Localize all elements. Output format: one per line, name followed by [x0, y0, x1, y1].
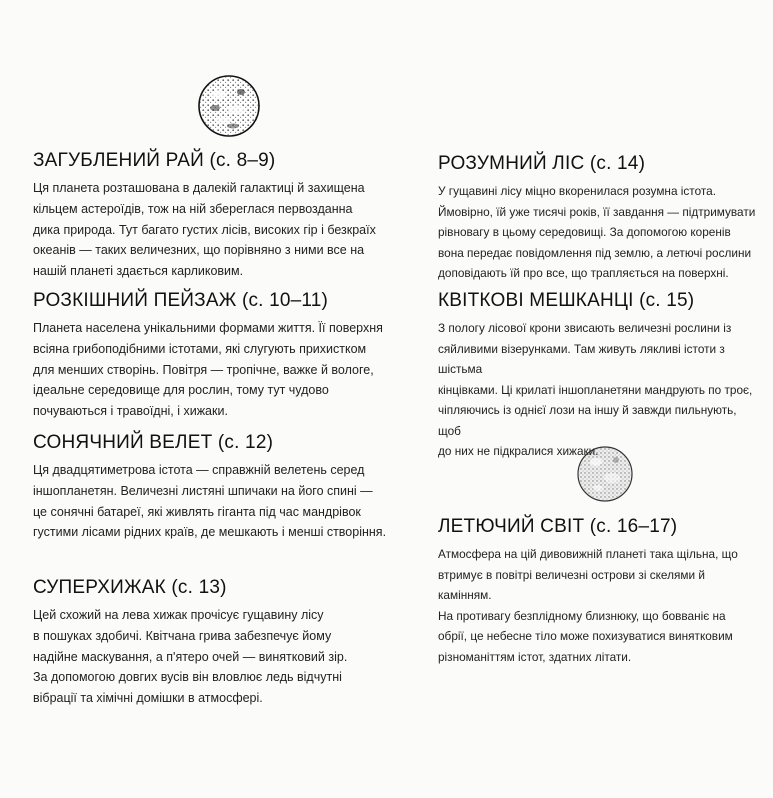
section-text: Цей схожий на лева хижак прочісує гущавину лісу в пошуках здобичі. Квітчана грива забезпечує йому надійне маскування, а п'ятеро очей — винятковий зір. За допомогою довгих вусів він вловлює ледь відчутні вібрації та хімічні домішки в атмосфері. — [33, 608, 348, 706]
planet-icon — [197, 74, 261, 138]
section-luxurious-landscape — [33, 290, 403, 422]
section-text: Атмосфера на цій дивовижній планеті така щільна, що втримує в повітрі величезні острови зі скелями й камінням. На противагу безплідному близнюку, що бовваніє на обрії, це небесне тіло може похизуватися винятковим різноманіттям істот, здатних літати. — [438, 547, 738, 664]
section-text: З пологу лісової крони звисають величезні рослини із сяйливими візерунками. Там живуть лякливі істоти з шістьма кінцівками. Ці крилаті іншопланетяни мандрують по троє, чіпляючись із однієї лози на іншу й завжди пильнують, щоб до них не підкралися хижаки. — [438, 321, 753, 458]
section-title: ЛЕТЮЧИЙ СВІТ (с. 16–17) — [438, 516, 678, 537]
section-title: РОЗКІШНИЙ ПЕЙЗАЖ (с. 10–11) — [33, 290, 329, 311]
section-flower-dwellers — [438, 290, 758, 462]
section-lost-paradise — [33, 150, 403, 282]
section-title: ЗАГУБЛЕНИЙ РАЙ (с. 8–9) — [33, 150, 276, 171]
section-text: Ця планета розташована в далекій галактиці й захищена кільцем астероїдів, тож на ній збереглася первозданна дика природа. Тут багато густих лісів, високих гір і безкраїх океанів — таких величезних, що порівняно з ними все на нашій планеті здається карликовим. — [33, 181, 376, 279]
section-title: КВІТКОВІ МЕШКАНЦІ (с. 15) — [438, 290, 695, 311]
section-superpredator — [33, 577, 403, 709]
section-title: СОНЯЧНИЙ ВЕЛЕТ (с. 12) — [33, 432, 274, 453]
section-title: РОЗУМНИЙ ЛІС (с. 14) — [438, 153, 646, 174]
section-title: СУПЕРХИЖАК (с. 13) — [33, 577, 227, 598]
section-text: У гущавині лісу міцно вкоренилася розумна істота. Ймовірно, їй уже тисячі років, її завдання — підтримувати рівновагу в цьому середовищі. За допомогою коренів вона передає повідомлення під землю, а летючі рослини доповідають їй про все, що трапляється на поверхні. — [438, 184, 756, 280]
section-sun-giant — [33, 432, 403, 543]
section-text: Планета населена унікальними формами життя. Її поверхня всіяна грибоподібними істотами, які слугують прихистком для менших створінь. Повітря — тропічне, важке й вологе, ідеальне середовище для рослин, тому тут чудово почуваються і травоїдні, і хижаки. — [33, 321, 383, 419]
section-smart-forest — [438, 153, 758, 284]
section-text: Ця двадцятиметрова істота — справжній велетень серед іншопланетян. Величезні листяні шпичаки на його спині — це сонячні батареї, які живлять гіганта під час мандрівок густими лісами рідних країв, де мешкають і менші створіння. — [33, 463, 387, 540]
section-flying-world — [438, 516, 758, 667]
